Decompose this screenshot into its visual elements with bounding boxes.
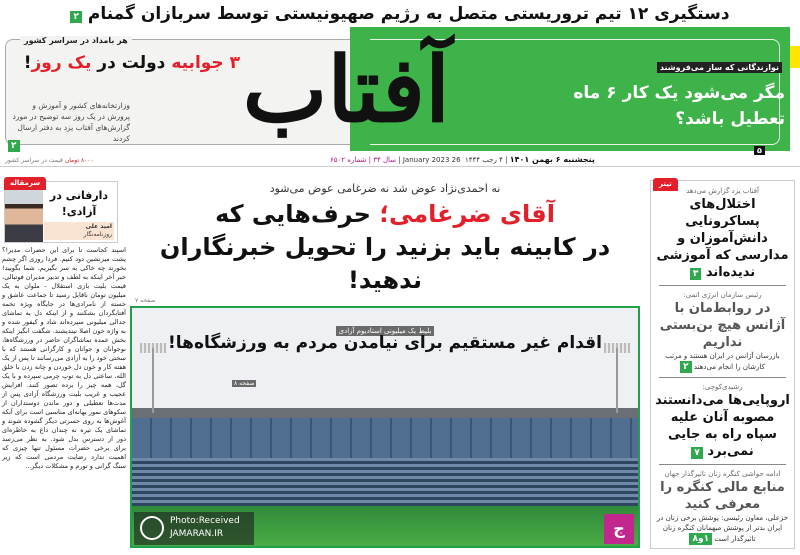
lead-left-text: وزارتخانه‌های کشور و آموزش و پرورش در یک روز سه توضیح در مورد گزارش‌های آفتاب یزد به دفتر ارسال کردند (12, 101, 130, 143)
page-ref: صفحه ۷ (135, 297, 156, 304)
main-kicker: نه احمدی‌نژاد عوض شد نه ضرغامی عوض می‌شود (269, 182, 501, 195)
page-badge: ۵ (754, 146, 765, 155)
page-badge: ۲ (8, 140, 20, 152)
site-logo-icon: ج (604, 514, 634, 544)
headlines-tab: تیتر (653, 178, 678, 191)
photo-tag: بلیط یک میلیونی استادیوم آزادی (336, 326, 435, 336)
editorial-body: اسپند کجاست تا برای این حضرات مدیر!؟ پشت میزنشین دود کنیم. فردا روزی اگر چشم بخورند چه خاکی به سر بگیریم. شما بگویید! خبر آخر اینکه به لطف و تدبیر مدیران فوتبالی، قیمت بلیت بازی استقلال - ملوان به یک میلیون تومان ناقابل رسید تا جماعت عاشق و خسته از نامرادی‌ها در جایگاه ویژه تخمه آفتابگردان بشکنند و از اینکه دل به تماشای جدالی میلیونی سپرده‌اند شاد و کیفور شده و به واژه خون اصلا نیندیشند. شگفت انگیز اینکه بخش عمده تماشاگران حاضر در ورزشگاه‌ها، نوجوانان و جوانان و کارگرانی هستند که با سختی خود را به آزادی می‌رسانند تا پس از یک هفته کار و خون دل خوردن و چانه زدن با خلق الله، ساعتی دل به توپ چرمی سپرده و با یک گل، همه چیز را برده تصور کنند. افزایش عجیب و غریب بلیت ورزشگاه آزادی پس از مدت‌ها تعطیلی و دور ماندن دوستداران از سکوهای نمور بهانه‌ای مناسبی است برای آنکه آغوش‌ها به روی حسرتی دیگر گشوده شوند و تماشای یک تیره نه چندان داغ به خاطره‌ای دور از دسترس بدل شود. به نظر می‌رسد برای برخی حضرات مسئول تنها چیزی که اهمیت ندارد رضایت مردمی است که زیر سنگ گرانی و تورم و مشکلات دیگر... (2, 246, 126, 470)
right-column (650, 180, 795, 549)
top-headline[interactable]: دستگیری ۱۲ تیم تروریستی متصل به رژیم صهیونیستی توسط سربازان گمنام ۲ (10, 3, 790, 25)
jamaran-logo-icon (140, 516, 164, 540)
list-item[interactable]: آفتاب یزد گزارش می‌دهد اختلال‌های پساکرونایی دانش‌آموزان و مدارسی که آموزشی ندیده‌اند ۳ (656, 187, 789, 280)
editorial-author: امید علی روزنامه‌نگار (44, 222, 114, 240)
editorial-title[interactable]: دارفانی در آزادی! (49, 189, 109, 218)
tagline: هر بامداد در سراسر کشور (20, 36, 132, 45)
page-badge: ۳ (690, 268, 702, 280)
green-lead-headline[interactable]: مگر می‌شود یک کار ۶ ماه تعطیل باشد؟ (573, 83, 785, 129)
divider (0, 166, 800, 167)
page-badge: ۷ (691, 447, 703, 459)
photo-headline: اقدام غیر مستقیم برای نیامدن مردم به ورزشگاه‌ها! (168, 333, 602, 353)
lead-left-headline[interactable]: ۳ جوابیه دولت در یک روز! (23, 53, 240, 73)
page-ref: صفحه ۸ (234, 380, 255, 387)
editorial-tab: سرمقاله (4, 177, 46, 190)
list-item[interactable]: رشیدی‌کوچی: اروپایی‌ها می‌دانستند مصوبه آنان علیه سپاه راه به جایی نمی‌برد ۷ (655, 383, 790, 459)
main-headline[interactable]: آقای ضرغامی؛ حرف‌هایی که در کابینه باید بزنید را تحویل خبرنگاران ندهید! (159, 200, 611, 294)
yellow-tab (790, 46, 800, 68)
dateline: پنجشنبه ۶ بهمن ۱۴۰۱ | ۴ رجب ۱۴۴۴ 26 January 2023 | سال ۳۴ | شماره ۶۵۰۲ (330, 155, 595, 164)
page-badge: ۲ (70, 11, 82, 23)
list-item[interactable]: ادامه حواشی کنگره زنان تاثیرگذار جهان منابع مالی کنگره را معرفی کنید خزعلی، معاون رئیسی: پوشش برخی زنان در ایران بدتر از پوشش میهمانان کنگره زنان تاثیرگذار است ۱و۸ (656, 470, 789, 544)
newspaper-logo: آفتاب (242, 37, 450, 143)
green-lead-tag: نوازندگانی که ساز می‌فروشند (657, 62, 782, 73)
author-photo (5, 188, 43, 242)
photo-credit-watermark: Photo:Received JAMARAN.IR (134, 512, 254, 545)
page-badge: ۲ (680, 361, 692, 373)
price: ۸۰۰۰ تومان قیمت در سراسر کشور (5, 157, 94, 164)
page-badge: ۱و۸ (689, 533, 712, 545)
list-item[interactable]: رئیس سازمان انرژی اتمی: در روابط‌مان با آژانس هیچ بن‌بستی نداریم بازرسان آژانس در ایران هستند و مرتب کارشان را انجام می‌دهند ۲ (659, 291, 786, 372)
